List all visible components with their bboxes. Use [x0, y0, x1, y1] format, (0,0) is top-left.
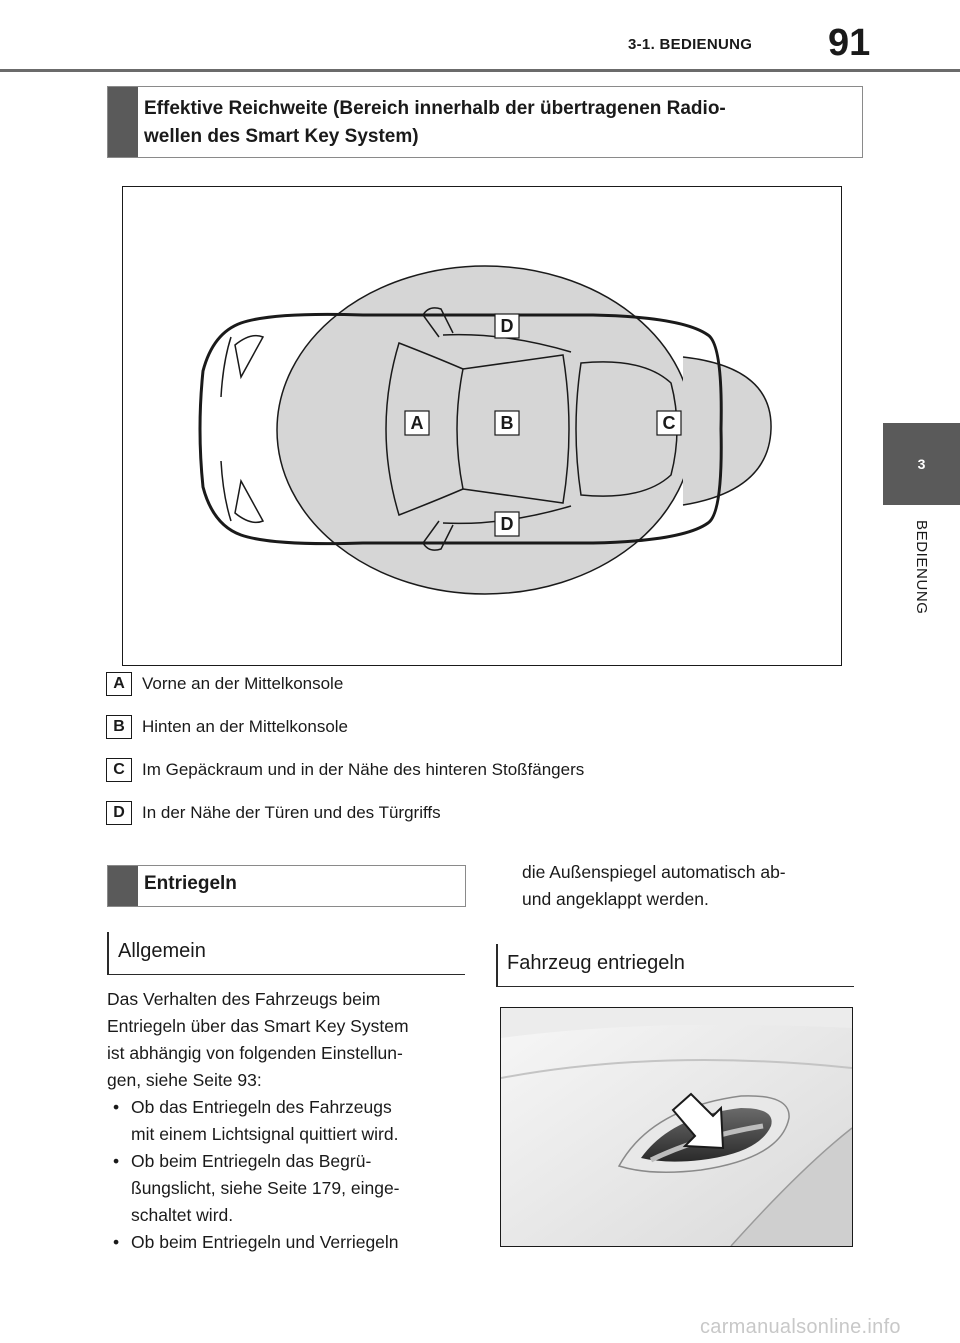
legend-badge: C [106, 758, 132, 782]
section-accent-bar [108, 87, 138, 157]
legend-text: Im Gepäckraum und in der Nähe des hinteren Stoßfängers [142, 760, 585, 779]
general-paragraph-line: gen, siehe Seite 93: [107, 1070, 262, 1090]
bullet-line: ßungslicht, siehe Seite 179, einge- [131, 1178, 400, 1198]
section-header: 3-1. BEDIENUNG [628, 36, 753, 53]
bullet-item [107, 1148, 467, 1229]
legend-text: Vorne an der Mittelkonsole [142, 674, 344, 693]
unlock-heading-rule-vertical [496, 944, 498, 986]
unlock-vehicle-heading: Fahrzeug entriegeln [507, 952, 685, 974]
general-paragraph-line: Das Verhalten des Fahrzeugs beim [107, 989, 381, 1009]
chapter-number: 3 [917, 456, 926, 472]
diagram-text-b: B [500, 413, 514, 433]
door-handle-graphic [501, 1008, 852, 1246]
door-handle-illustration [500, 1007, 853, 1247]
general-heading: Allgemein [118, 940, 206, 962]
bullet-line: mit einem Lichtsignal quittiert wird. [131, 1124, 399, 1144]
range-section-header [107, 86, 863, 158]
legend-badge: D [106, 801, 132, 825]
chapter-label: BEDIENUNG [913, 520, 930, 615]
continuation-line: und angeklappt werden. [522, 889, 709, 909]
legend-badge: A [106, 672, 132, 696]
range-section-title [144, 95, 726, 151]
header-divider [0, 69, 960, 72]
general-heading-rule-horizontal [107, 974, 465, 975]
diagram-label-b [495, 411, 519, 435]
watermark: carmanualsonline.info [700, 1316, 901, 1338]
bullet-line: schaltet wird. [131, 1205, 234, 1225]
diagram-label-c [657, 411, 681, 435]
bullet-line: • Ob beim Entriegeln und Verriegeln [131, 1232, 399, 1252]
car-top-view-illustration [123, 187, 841, 665]
legend-text: In der Nähe der Türen und des Türgriffs [142, 803, 441, 822]
general-paragraph-line: ist abhängig von folgenden Einstellun- [107, 1043, 403, 1063]
continuation-text [522, 859, 862, 913]
section-accent-bar [108, 866, 138, 906]
general-body [107, 986, 467, 1256]
page-number: 91 [828, 22, 871, 64]
unlock-section-title: Entriegeln [144, 873, 237, 894]
legend-text: Hinten an der Mittelkonsole [142, 717, 349, 736]
bullet-item [107, 1094, 467, 1148]
bullet-item [107, 1229, 467, 1256]
unlock-heading-rule-horizontal [496, 986, 854, 987]
chapter-label-container [900, 520, 940, 650]
diagram-label-d-bottom [495, 512, 519, 536]
diagram-label-d-top [495, 314, 519, 338]
general-heading-rule-vertical [107, 932, 109, 974]
diagram-text-a: A [410, 413, 424, 433]
diagram-text-d-top: D [500, 316, 514, 336]
legend-badge: B [106, 715, 132, 739]
range-title-line-1: Effektive Reichweite (Bereich innerhalb der übertragenen Radio- [144, 98, 726, 119]
bullet-line: • Ob beim Entriegeln das Begrü- [131, 1151, 372, 1171]
diagram-label-a [405, 411, 429, 435]
bullet-line: • Ob das Entriegeln des Fahrzeugs [131, 1097, 392, 1117]
continuation-line: die Außenspiegel automatisch ab- [522, 862, 786, 882]
range-title-line-2: wellen des Smart Key System) [144, 126, 419, 147]
unlock-section-header [107, 865, 466, 907]
general-paragraph-line: Entriegeln über das Smart Key System [107, 1016, 409, 1036]
diagram-text-c: C [662, 413, 676, 433]
diagram-text-d-bottom: D [500, 514, 514, 534]
smart-key-range-diagram [122, 186, 842, 666]
chapter-tab [883, 423, 960, 505]
